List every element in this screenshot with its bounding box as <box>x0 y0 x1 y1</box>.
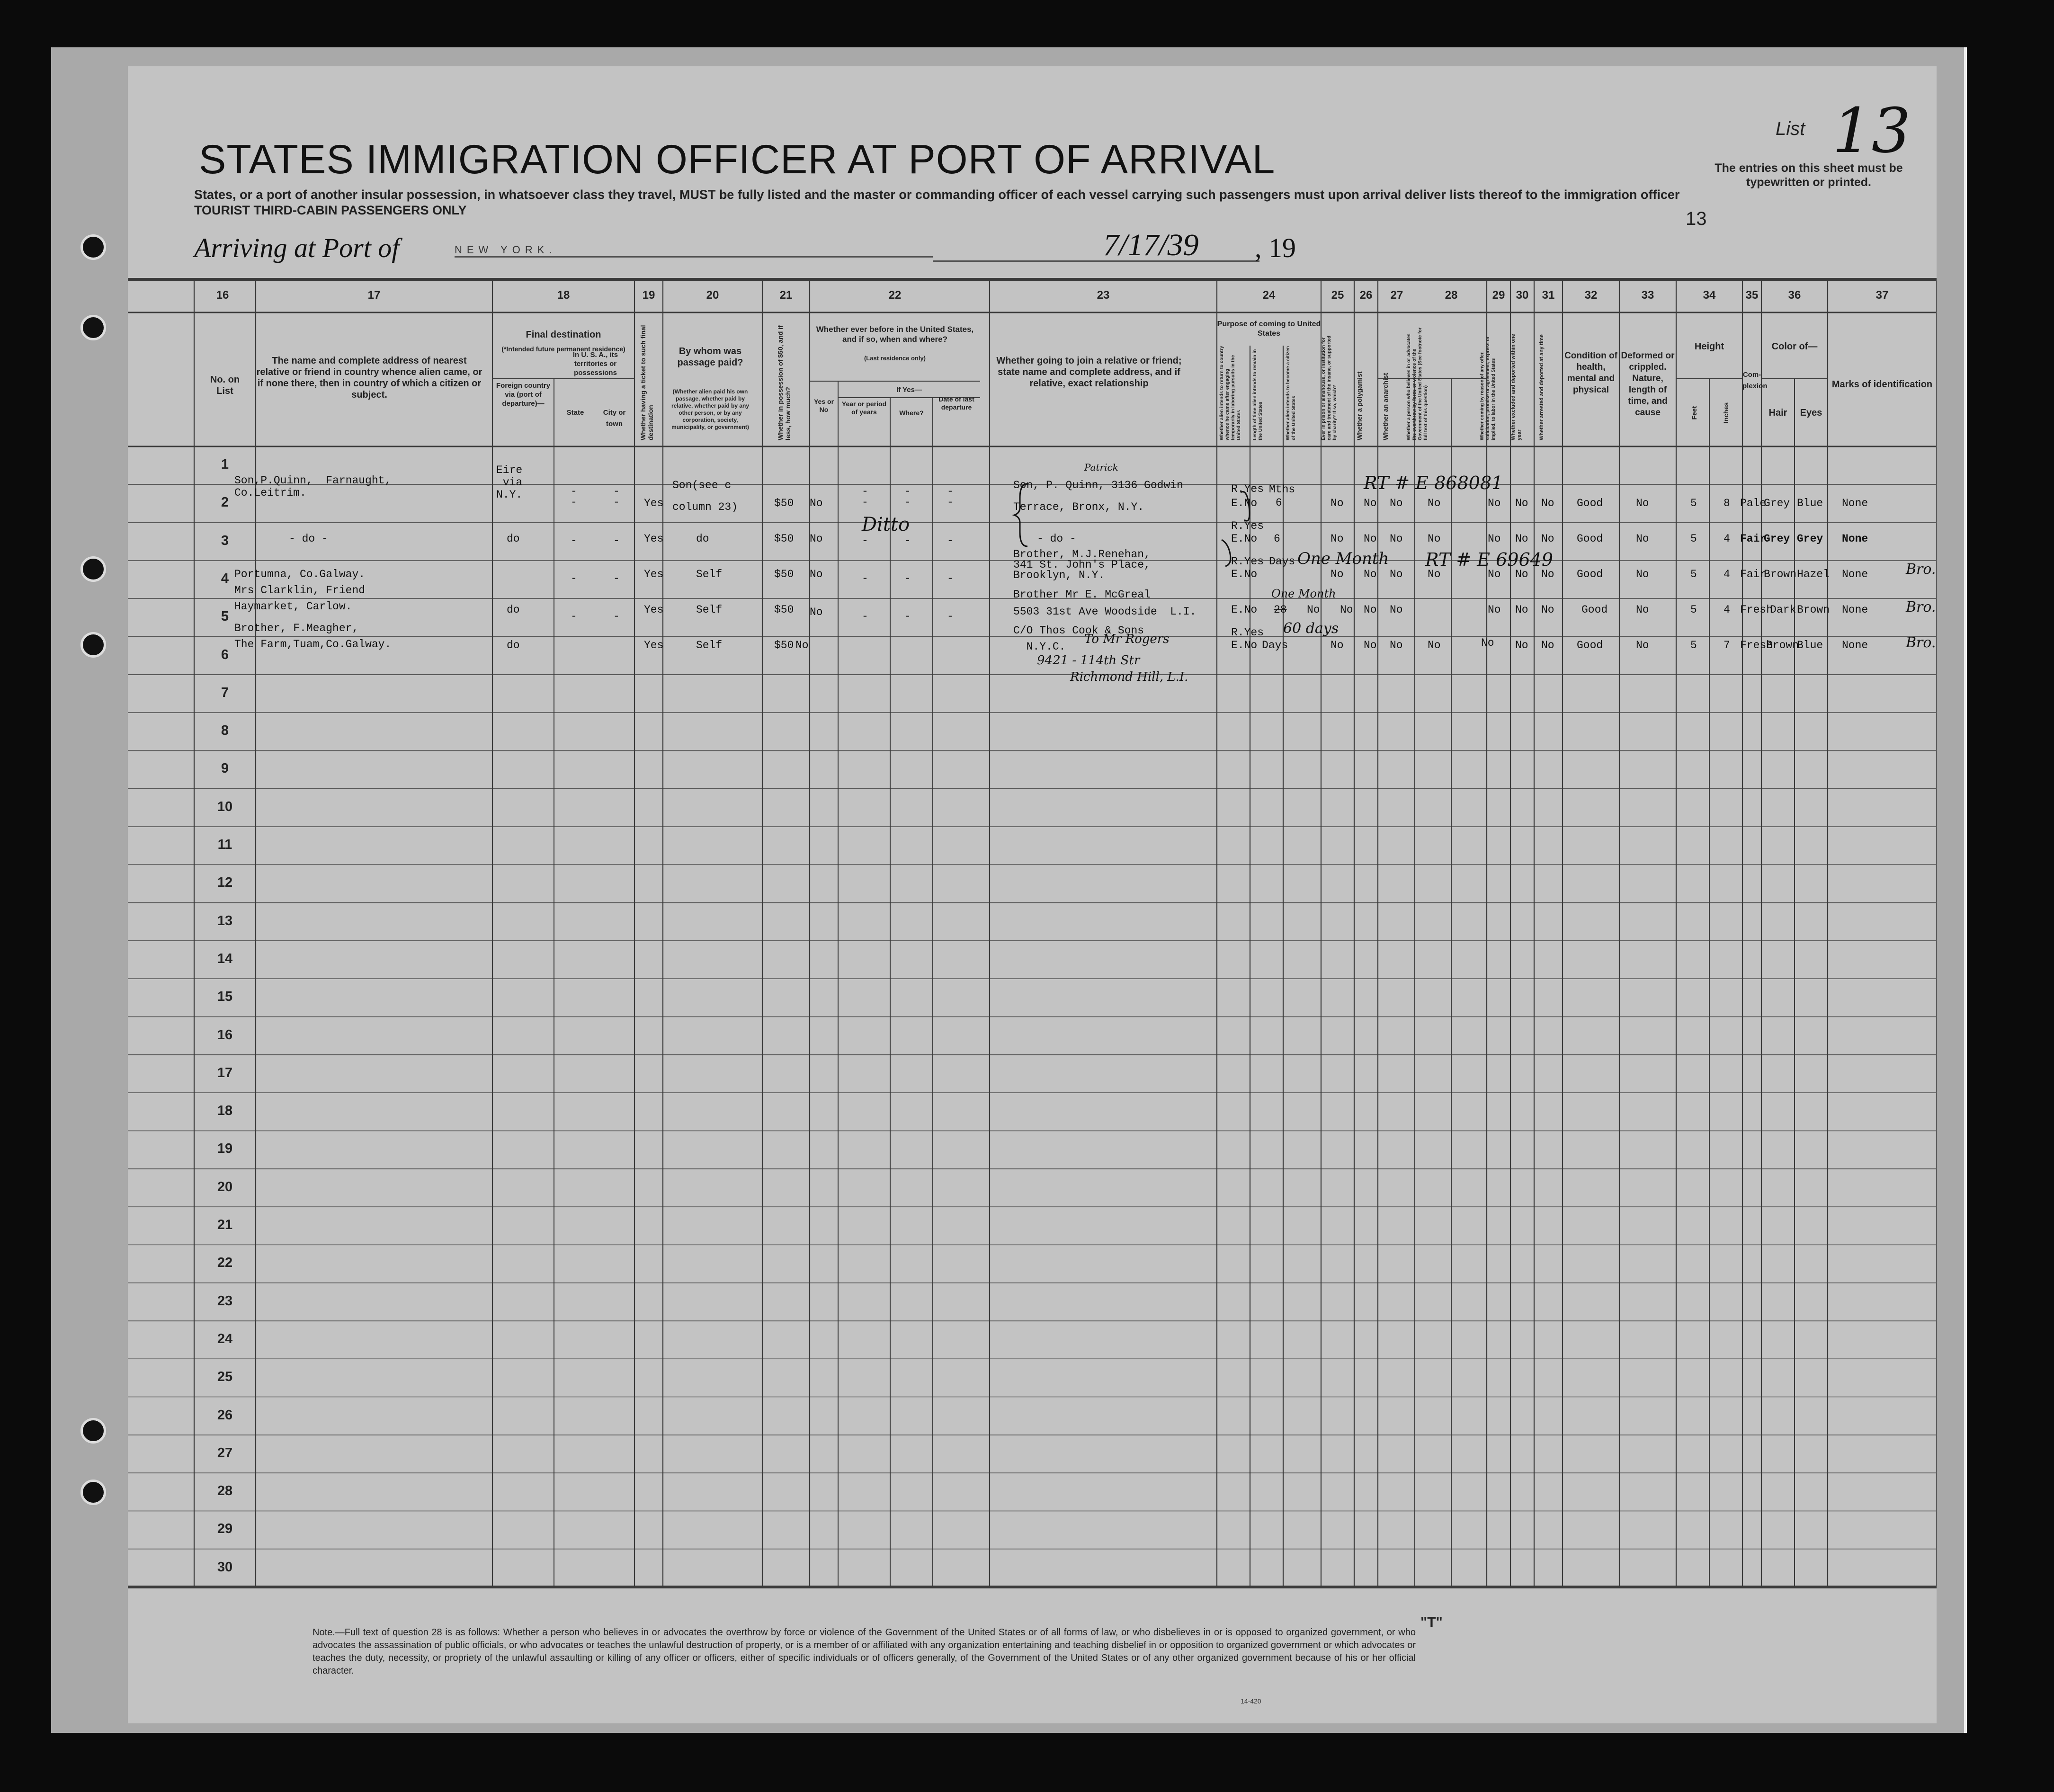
row-number: 24 <box>217 1331 233 1346</box>
row-number: 14 <box>217 951 233 966</box>
row4-foreign: do <box>507 604 520 616</box>
row-date-dash: - <box>947 572 954 585</box>
row1-q28: No <box>1428 497 1441 509</box>
binding-hole <box>80 234 106 260</box>
row5-polygamist: No <box>1364 639 1377 651</box>
row4-join-line2: 5503 31st Ave Woodside L.I. <box>1013 606 1197 618</box>
row2-return: R.Yes <box>1231 520 1264 532</box>
row4-feet: 5 <box>1690 604 1697 616</box>
row4-length-hand: One Month <box>1271 587 1336 600</box>
column-number: 17 <box>367 289 381 302</box>
row-where-dash: - <box>904 534 911 547</box>
row4-polygamist: No <box>1340 604 1353 616</box>
row5-q29: No <box>1481 637 1494 649</box>
row4-join <box>1013 586 1196 620</box>
row-number: 21 <box>217 1217 233 1232</box>
row1-foreign <box>496 464 522 501</box>
header-city: City or town <box>603 409 626 428</box>
row1-relative-line2: Co.Leitrim. <box>234 487 306 499</box>
header-height: Height <box>1694 341 1724 352</box>
row3-complexion: Fair <box>1740 568 1767 580</box>
page-number: 13 <box>1686 208 1707 229</box>
row-number: 2 <box>221 495 229 510</box>
row-number: 19 <box>217 1141 233 1157</box>
row-where-dash: - <box>904 572 911 585</box>
row-number: 7 <box>221 685 229 700</box>
column-number: 18 <box>557 289 570 302</box>
header-passage-paid-sub: (Whether alien paid his own passage, whether paid by relative, whether paid by any other person, or by any corporation, society, municipality, or government) <box>671 388 750 430</box>
row-year-dash: - <box>862 572 868 585</box>
row4-inches: 4 <box>1724 604 1730 616</box>
manifest-sheet <box>128 66 1937 1723</box>
row-number: 16 <box>217 1027 233 1043</box>
row1-inches: 8 <box>1724 497 1730 509</box>
row5-relative <box>234 620 391 652</box>
row-date-dash: - <box>947 485 954 498</box>
row4-q31: No <box>1541 604 1554 616</box>
row-number: 22 <box>217 1255 233 1271</box>
row4-hair: Dark <box>1770 604 1796 616</box>
row-number: 9 <box>221 761 229 776</box>
row3-paid: Self <box>696 568 723 580</box>
row4-relative-line2: Haymarket, Carlow. <box>234 600 352 613</box>
column-number: 20 <box>706 289 719 302</box>
column-number: 25 <box>1331 289 1344 302</box>
row1-hair: Grey <box>1764 497 1790 509</box>
row-number: 3 <box>221 533 229 548</box>
column-number: 34 <box>1703 289 1716 302</box>
row2-before: No <box>810 533 823 545</box>
row3-join <box>1013 549 1151 580</box>
row1-feet: 5 <box>1690 497 1697 509</box>
header-before-sub: (Last residence only) <box>864 355 926 362</box>
date-line <box>933 260 1259 262</box>
row2-relative: - do - <box>289 533 328 545</box>
row5-eyes: Blue <box>1797 639 1823 651</box>
header-state: State <box>566 409 584 417</box>
row4-anarchist: No <box>1364 604 1377 616</box>
header-feet: Feet <box>1690 406 1698 420</box>
row1-eyes: Blue <box>1797 497 1823 509</box>
row-state-dash: - <box>571 496 577 509</box>
row1-rt-number: RT # E 868081 <box>1364 473 1503 493</box>
row5-inches: 7 <box>1724 639 1730 651</box>
row-number: 29 <box>217 1521 233 1537</box>
row4-deformed: No <box>1636 604 1649 616</box>
row5-foreign: do <box>507 639 520 651</box>
row3-rt-number: RT # E 69649 <box>1425 549 1553 570</box>
row3-feet: 5 <box>1690 568 1697 580</box>
form-grid <box>128 66 1937 1723</box>
row2-money: $50 <box>774 533 794 545</box>
list-number: 13 <box>1832 95 1911 167</box>
column-number: 19 <box>642 289 655 302</box>
row3-money: $50 <box>774 568 794 580</box>
row-state-dash: - <box>571 572 577 585</box>
subtitle-class: TOURIST THIRD-CABIN PASSENGERS ONLY <box>194 203 467 217</box>
row1-polygamist: No <box>1364 497 1377 509</box>
column-number: 27 <box>1390 289 1403 302</box>
row1-deformed: No <box>1636 497 1649 509</box>
row1-paid <box>672 474 738 518</box>
row3-length-typed: Days <box>1269 555 1295 568</box>
row1-health: Good <box>1577 497 1603 509</box>
row4-before: No <box>810 606 823 618</box>
row1-foreign-line2: via <box>502 476 523 489</box>
header-polygamist: Whether a polygamist <box>1356 371 1363 440</box>
column-number: 30 <box>1516 289 1529 302</box>
entries-note: The entries on this sheet must be typewritten or printed. <box>1715 161 1903 189</box>
row4-prison: No <box>1307 604 1320 616</box>
row2-marks: None <box>1842 533 1868 545</box>
header-relative: The name and complete address of nearest relative or friend in country whence alien came, or if none there, then in country of which a citizen or subject. <box>256 356 482 400</box>
header-become-citizen: Whether alien intends to become a citizen of the United States <box>1286 346 1296 440</box>
row5-relative-line2: The Farm,Tuam,Co.Galway. <box>234 638 392 651</box>
header-list-number: No. on List <box>210 374 240 396</box>
row-city-dash: - <box>613 534 620 547</box>
row-year-dash: - <box>862 534 868 547</box>
row-date-dash: - <box>947 496 954 509</box>
row3-polygamist: No <box>1364 568 1377 580</box>
row4-ticket: Yes <box>644 604 664 616</box>
row3-join-line2: 341 St. John's Place, <box>1013 559 1151 571</box>
binding-hole <box>80 556 106 582</box>
row2-prison: No <box>1331 533 1344 545</box>
header-prison: Ever in prison or almshouse, or institution for care and treatment of the insane, or supported by charity? If so, which? <box>1321 335 1338 440</box>
row2-q30: No <box>1515 533 1528 545</box>
row3-marks: None <box>1842 568 1868 580</box>
row3-q28: No <box>1428 568 1441 580</box>
port-of-arrival: NEW YORK. <box>455 244 933 258</box>
column-number: 32 <box>1584 289 1598 302</box>
subtitle-line: States, or a port of another insular possession, in whatsoever class they travel, MUST be fully listed and the master or commanding officer of each vessel carrying such passengers must upon arrival deliver lists thereof to the immigration officer <box>194 187 1680 202</box>
row-year-dash: - <box>862 610 868 623</box>
binding-hole <box>80 1480 106 1505</box>
row-number: 11 <box>217 837 232 852</box>
header-join-relative: Whether going to join a relative or friend; state name and complete address, and if relative, exact relationship <box>996 356 1182 389</box>
row-number: 17 <box>217 1065 233 1080</box>
binding-hole <box>80 632 106 658</box>
row-number: 4 <box>221 571 229 586</box>
row5-deformed: No <box>1636 639 1649 651</box>
header-labor-offer: Whether coming by reason of any offer, solicitation, promise or agreement, express or implied, to labor in the United States <box>1480 336 1496 440</box>
row2-citizen: E.No <box>1231 533 1258 545</box>
row1-complexion: Pale <box>1740 497 1767 509</box>
row5-length-hand: 60 days <box>1283 620 1339 637</box>
header-passage-paid: By whom was passage paid? <box>677 346 743 368</box>
row-number: 10 <box>217 799 233 814</box>
row4-money: $50 <box>774 604 794 616</box>
header-length-stay: Length of time alien intends to remain in the United States <box>1252 349 1263 440</box>
row3-ticket: Yes <box>644 568 664 580</box>
row3-inches: 4 <box>1724 568 1730 580</box>
row-number: 18 <box>217 1103 233 1119</box>
row1-money: $50 <box>774 497 794 509</box>
row1-city: - <box>613 485 620 498</box>
row3-citizen: E.No <box>1231 568 1258 580</box>
row4-citizen: E.No <box>1231 604 1258 616</box>
row2-health: Good <box>1577 533 1603 545</box>
row-state-dash: - <box>571 534 577 547</box>
row5-join-hand2: 9421 - 114th Str <box>1037 653 1140 668</box>
row5-feet: 5 <box>1690 639 1697 651</box>
row3-length-hand: One Month <box>1297 549 1389 568</box>
column-number: 16 <box>216 289 229 302</box>
row-where-dash: - <box>904 496 911 509</box>
row3-join-line3: Brooklyn, N.Y. <box>1013 569 1105 581</box>
header-inches: Inches <box>1722 402 1730 424</box>
row1-foreign-line3: N.Y. <box>496 489 523 501</box>
column-number: 23 <box>1097 289 1110 302</box>
column-number: 35 <box>1745 289 1759 302</box>
row2-deformed: No <box>1636 533 1649 545</box>
header-return: Whether alien intends to return to country whence he came after engaging temporarily in laboring pursuits in the United States <box>1219 346 1241 440</box>
row4-eyes: Brown <box>1797 604 1830 616</box>
row3-hair: Brown <box>1764 568 1797 580</box>
row1-paid-line1: Son(see c <box>672 479 732 491</box>
row-number: 12 <box>217 875 233 891</box>
column-number: 33 <box>1641 289 1654 302</box>
row-number: 25 <box>217 1369 233 1385</box>
row2-paid: do <box>696 533 709 545</box>
column-number: 36 <box>1788 289 1801 302</box>
row5-money: $50 <box>774 639 794 651</box>
row4-join-line1: Brother Mr E. McGreal <box>1013 588 1151 601</box>
row3-q31: No <box>1541 568 1554 580</box>
row4-paid: Self <box>696 604 723 616</box>
form-title: STATES IMMIGRATION OFFICER AT PORT OF ARRIVAL <box>199 137 1276 182</box>
row1-anarchist: No <box>1390 497 1403 509</box>
row4-q30: No <box>1515 604 1528 616</box>
row3-q30: No <box>1515 568 1528 580</box>
row2-hair: Grey <box>1764 533 1790 545</box>
row-number: 28 <box>217 1483 233 1499</box>
row1-length <box>1269 483 1295 509</box>
row1-paid-line2: column 23) <box>672 501 738 513</box>
row-number: 8 <box>221 723 229 739</box>
row2-anarchist: No <box>1390 533 1403 545</box>
row-year-dash: - <box>862 496 868 509</box>
row-number: 15 <box>217 989 233 1005</box>
row1-return: R.Yes <box>1231 483 1264 495</box>
header-ticket: Whether having a ticket to such final destination <box>639 325 654 440</box>
row2-complexion: Fair <box>1740 533 1767 545</box>
column-number: 24 <box>1262 289 1276 302</box>
row3-return: R.Yes <box>1231 555 1264 568</box>
binding-hole <box>80 315 106 340</box>
row5-prison: No <box>1331 639 1344 651</box>
header-before-in-us: Whether ever before in the United States, and if so, when and where? <box>816 325 974 344</box>
row3-margin-note: Bro. <box>1906 561 1936 578</box>
form-subtitle <box>194 187 1828 218</box>
binding-hole <box>80 1418 106 1444</box>
row5-health: Good <box>1577 639 1603 651</box>
column-number: 37 <box>1875 289 1889 302</box>
row-number: 5 <box>221 609 229 624</box>
row4-q29: No <box>1488 604 1501 616</box>
header-anarchist: Whether an anarchist <box>1382 373 1389 440</box>
row2-join: - do - <box>1037 533 1076 545</box>
row5-q31: No <box>1541 639 1554 651</box>
row1-q30: No <box>1515 497 1528 509</box>
row5-join-hand1: To Mr Rogers <box>1084 632 1170 646</box>
row4-margin-note: Bro. <box>1906 599 1936 615</box>
row5-q28: No <box>1428 639 1441 651</box>
row-date-dash: - <box>947 610 954 623</box>
header-hair: Hair <box>1768 408 1787 418</box>
row-number: 6 <box>221 647 229 662</box>
row-city-dash: - <box>613 496 620 509</box>
row5-return: R.Yes <box>1231 626 1264 639</box>
row1-q31: No <box>1541 497 1554 509</box>
column-number: 29 <box>1492 289 1505 302</box>
row3-prison: No <box>1331 568 1344 580</box>
row1-foreign-line1: Eire <box>496 464 523 476</box>
list-label: List <box>1776 118 1805 139</box>
row-date-dash: - <box>947 534 954 547</box>
row-number: 26 <box>217 1407 233 1423</box>
header-year-period: Year or period of years <box>841 400 887 416</box>
row5-join-line2: N.Y.C. <box>1026 641 1066 653</box>
row4-relative <box>234 582 365 615</box>
header-excluded: Whether excluded and deported within one year <box>1510 334 1522 440</box>
row1-join-patrick: Patrick <box>1084 462 1118 473</box>
row-number: 1 <box>221 457 229 472</box>
row3-q29: No <box>1488 568 1501 580</box>
row2-feet: 5 <box>1690 533 1697 545</box>
row5-margin-note: Bro. <box>1906 634 1936 651</box>
row2-q28: No <box>1428 533 1441 545</box>
row3-join-line1: Brother, M.J.Renehan, <box>1013 548 1151 561</box>
row3-health: Good <box>1577 568 1603 580</box>
row5-paid: Self <box>696 639 723 651</box>
row1-ticket: Yes <box>644 497 664 509</box>
row-city-dash: - <box>613 572 620 585</box>
row-number: 13 <box>217 913 233 928</box>
header-if-yes: If Yes— <box>896 386 922 394</box>
row1-relative <box>234 474 391 499</box>
row3-anarchist: No <box>1390 568 1403 580</box>
header-purpose: Purpose of coming to United States <box>1217 320 1321 338</box>
header-complexion: Com-plexion <box>1742 371 1768 390</box>
header-last-departure: Date of last departure <box>938 395 974 411</box>
row1-marks: None <box>1842 497 1868 509</box>
row4-length-typed: 28 <box>1274 604 1287 616</box>
row2-ditto: Ditto <box>862 514 910 535</box>
row2-ticket: Yes <box>644 533 664 545</box>
row1-state: - <box>571 485 577 498</box>
row2-length: 6 <box>1274 533 1280 545</box>
row-city-dash: - <box>613 610 620 623</box>
row2-inches: 4 <box>1724 533 1730 545</box>
header-final-destination: Final destination <box>526 330 601 340</box>
arriving-label: Arriving at Port of <box>194 232 400 263</box>
row-where-dash: - <box>904 610 911 623</box>
row5-before: No <box>795 639 809 651</box>
row3-before: No <box>810 568 823 580</box>
header-usa: In U. S. A., its territories or possessions <box>572 351 618 377</box>
row1-citizen: E.No <box>1231 497 1258 509</box>
row5-join-line1: C/O Thos Cook & Sons <box>1013 624 1144 637</box>
row5-join-hand3: Richmond Hill, L.I. <box>1070 670 1188 684</box>
row4-health: Good <box>1581 604 1608 616</box>
row-number: 23 <box>217 1293 233 1309</box>
row2-eyes: Grey <box>1797 533 1823 545</box>
row-where-dash: - <box>904 485 911 498</box>
row1-q29: No <box>1488 497 1501 509</box>
row3-relative: Portumna, Co.Galway. <box>234 568 366 580</box>
row2-q29: No <box>1488 533 1501 545</box>
row1-length-line1: Mths <box>1269 483 1295 496</box>
row1-join-line1: Son, P. Quinn, 3136 Godwin <box>1013 479 1183 491</box>
row1-join-line2: Terrace, Bronx, N.Y. <box>1013 501 1144 513</box>
row5-complexion: Fresh <box>1740 639 1773 651</box>
column-number: 26 <box>1359 289 1373 302</box>
column-number: 31 <box>1542 289 1555 302</box>
row3-eyes: Hazel <box>1797 568 1830 580</box>
header-foreign-country: Foreign country via (port of departure)— <box>496 382 551 408</box>
header-final-destination-sub: (*Intended future permanent residence) <box>501 345 625 353</box>
row-number: 30 <box>217 1559 233 1575</box>
header-color: Color of— <box>1771 341 1818 352</box>
row5-anarchist: No <box>1390 639 1403 651</box>
column-number: 21 <box>779 289 793 302</box>
header-money: Whether in possession of $50, and if less, how much? <box>777 325 792 440</box>
header-yes-no: Yes or No <box>813 398 834 413</box>
arrival-date: 7/17/39 <box>1103 228 1199 262</box>
t-mark: "T" <box>1420 1614 1443 1630</box>
row-number: 20 <box>217 1179 233 1195</box>
column-number: 22 <box>888 289 902 302</box>
row4-marks: None <box>1842 604 1868 616</box>
row4-complexion: Fresh <box>1740 604 1773 616</box>
question-28-footnote: Note.—Full text of question 28 is as follows: Whether a person who believes in or advocates the overthrow by force or violence of the Government of the United States or of all forms of law, or who disbelieves in or is opposed to organized government, or who advocates the assassination of public officials, or who advocates or teaches the unlawful destruction of property, or is a member of or affiliated with any organization entertaining and teaching disbelief in or opposition to organized government or which advocates or teaches the duty, necessity, or propriety of the unlawful assaulting or killing of any officer or officers, either of specific individuals or of officers generally, of the Government of the United States or of any other organized government because of his or her official character. <box>313 1627 1416 1676</box>
row1-length-line2: 6 <box>1275 497 1282 509</box>
row1-before: No <box>810 497 823 509</box>
header-overthrow: Whether a person who believes in or advocates the overthrow by force or violence of the Government of the United States (See footnote for full text of this question) <box>1406 327 1429 440</box>
row1-relative-line1: Son,P.Quinn, Farnaught, <box>234 474 392 487</box>
row5-length-typed: Days <box>1262 639 1288 651</box>
row-year-dash: - <box>862 485 868 498</box>
row-state-dash: - <box>571 610 577 623</box>
row2-q31: No <box>1541 533 1554 545</box>
header-arrested: Whether arrested and deported at any time <box>1539 334 1545 440</box>
row3-deformed: No <box>1636 568 1649 580</box>
row5-marks: None <box>1842 639 1868 651</box>
row5-relative-line1: Brother, F.Meagher, <box>234 622 359 634</box>
header-health: Condition of health, mental and physical <box>1564 351 1617 395</box>
header-where: Where? <box>899 409 924 417</box>
form-number: 14-420 <box>1241 1697 1261 1705</box>
header-eyes: Eyes <box>1800 408 1822 418</box>
row-number: 27 <box>217 1445 233 1461</box>
row4-q28: No <box>1390 604 1403 616</box>
row5-ticket: Yes <box>644 639 664 651</box>
row1-join <box>1013 474 1183 518</box>
header-deformed: Deformed or crippled. Nature, length of time, and cause <box>1621 351 1675 418</box>
row5-citizen: E.No <box>1231 639 1258 651</box>
year-label: , 19 <box>1255 232 1296 263</box>
row2-foreign: do <box>507 533 520 545</box>
row5-hair: Brown <box>1766 639 1799 651</box>
row4-relative-line1: Mrs Clarklin, Friend <box>234 584 366 597</box>
row2-polygamist: No <box>1364 533 1377 545</box>
row5-q30: No <box>1515 639 1528 651</box>
column-number: 28 <box>1445 289 1458 302</box>
row1-prison: No <box>1331 497 1344 509</box>
header-marks: Marks of identification <box>1831 379 1933 390</box>
